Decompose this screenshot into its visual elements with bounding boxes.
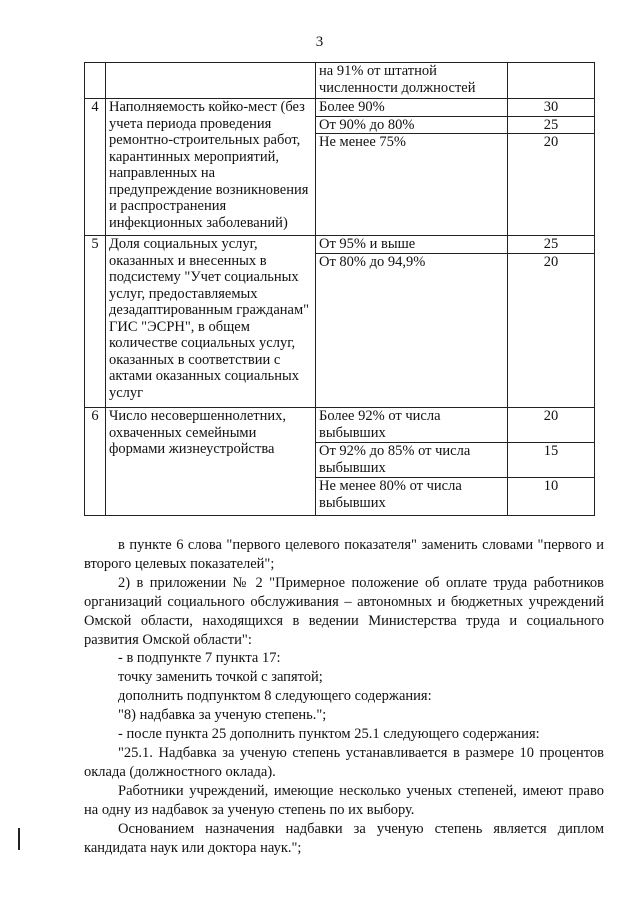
value-cell: 30 — [508, 99, 594, 117]
table-row-continuation — [85, 63, 595, 99]
margin-mark — [18, 828, 20, 850]
criteria-cell: на 91% от штатной численности должностей — [316, 63, 508, 99]
amendment-text — [84, 536, 604, 857]
criteria-cell: Более 90% — [316, 99, 507, 117]
value-cell: 20 — [508, 408, 594, 443]
table-row — [85, 236, 595, 408]
value-cell: 20 — [543, 134, 559, 150]
indicator-cell: Число несовершеннолетних, охваченных семейными формами жизнеустройства — [106, 408, 316, 516]
criteria-cell: Не менее 80% от числа выбывших — [319, 478, 462, 511]
criteria-cell: Не менее 75% — [319, 134, 406, 150]
table-row — [85, 99, 595, 236]
paragraph: 2) в приложении № 2 "Примерное положение об оплате труда работников организаций социального обслуживания – автономных и бюджетных учреждений Омской области, находящихся в ведении Министерства труда и социального развития Омской области": — [84, 574, 604, 648]
indicator-cell: Наполняемость койко-мест (без учета периода проведения ремонтно-строительных работ, карантинных мероприятий, направленных на предупреждение возникновения и распространения инфекционных заболеваний) — [106, 99, 316, 236]
value-cell: 15 — [508, 443, 594, 478]
paragraph: "25.1. Надбавка за ученую степень устанавливается в размере 10 процентов оклада (должностного оклада). — [84, 744, 604, 780]
paragraph: дополнить подпунктом 8 следующего содержания: — [118, 688, 432, 705]
row-number: 5 — [85, 236, 106, 408]
criteria-cell: От 95% и выше — [316, 236, 507, 254]
paragraph: Работники учреждений, имеющие несколько ученых степеней, имеют право на одну из надбавок за ученую степень по их выбору. — [84, 782, 604, 818]
value-cell: 25 — [508, 117, 594, 135]
value-cell: 10 — [543, 478, 559, 494]
table-row — [85, 408, 595, 516]
criteria-cell: Более 92% от числа выбывших — [316, 408, 507, 443]
paragraph: "8) надбавка за ученую степень."; — [118, 707, 327, 724]
row-number: 4 — [85, 99, 106, 236]
criteria-table — [84, 62, 595, 516]
paragraph: - после пункта 25 дополнить пунктом 25.1 следующего содержания: — [118, 726, 540, 743]
criteria-cell: От 92% до 85% от числа выбывших — [316, 443, 507, 478]
paragraph: точку заменить точкой с запятой; — [118, 669, 323, 686]
criteria-cell: От 80% до 94,9% — [319, 253, 426, 270]
row-number: 6 — [85, 408, 106, 516]
value-cell: 25 — [508, 236, 594, 254]
criteria-cell: От 90% до 80% — [316, 117, 507, 135]
paragraph: в пункте 6 слова "первого целевого показателя" заменить словами "первого и второго целевых показателей"; — [84, 537, 604, 572]
value-cell: 20 — [543, 253, 559, 270]
paragraph: Основанием назначения надбавки за ученую степень является диплом кандидата наук или доктора наук."; — [84, 820, 604, 856]
paragraph: - в подпункте 7 пункта 17: — [118, 650, 281, 667]
page-number: 3 — [315, 34, 324, 50]
indicator-cell: Доля социальных услуг, оказанных и внесенных в подсистему "Учет социальных услуг, предоставляемых дезадаптированным гражданам" ГИС "ЭСРН", в общем количестве социальных услуг, оказанных в соответствии с актами оказанных социальных услуг — [106, 236, 316, 408]
